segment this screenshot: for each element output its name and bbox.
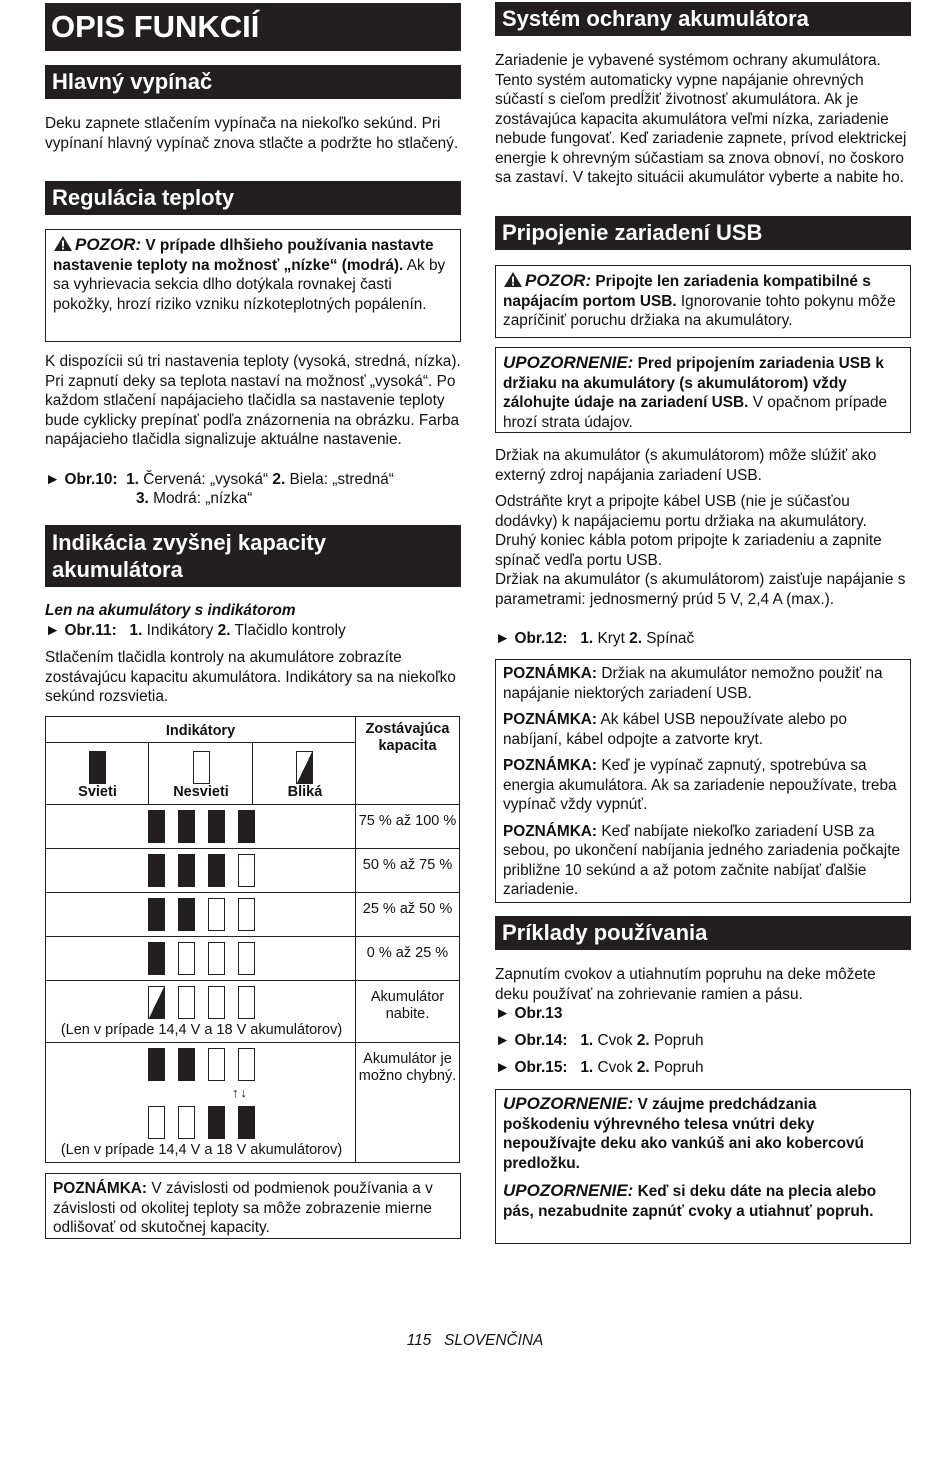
usb-note-text: Keď je vypínač zapnutý, spotrebúva sa energia akumulátora. Ak sa zariadenie nepoužívate, treba vypínač vždy vypnúť.	[503, 757, 897, 813]
fig11-n2: 2.	[217, 622, 231, 639]
indicator-segment-on	[148, 898, 165, 931]
usb-note-2	[503, 756, 903, 815]
fig12-n2: 2.	[629, 630, 642, 647]
notice2-label: UPOZORNENIE:	[503, 1181, 634, 1200]
usb-note-label: POZNÁMKA:	[503, 711, 598, 728]
usb-note-1	[503, 710, 903, 749]
fig15-item2: Popruh	[649, 1059, 704, 1076]
usb-notice-box	[495, 347, 911, 433]
legend-on-label: Svieti	[78, 784, 117, 800]
fig14-item1: Cvok	[593, 1032, 637, 1049]
capacity-value-1: 50 % až 75 %	[356, 849, 460, 893]
fig11-n1: 1.	[129, 622, 143, 639]
indicator-alt-segment-on	[238, 1106, 255, 1139]
fig15-ref	[495, 1058, 704, 1078]
capacity-value-5: Akumulátor je možno chybný.	[356, 1043, 460, 1163]
fig10-n2: 2.	[272, 471, 286, 488]
usb-p2: Odstráňte kryt a pripojte kábel USB (nie je súčasťou dodávky) k napájaciemu portu držiaka na akumulátory. Druhý koniec kábla potom pripojte k zariadeniu a zapnite spínač vedľa portu USB.	[495, 493, 882, 569]
indicator-segment-on	[208, 810, 225, 843]
fig15-label: ► Obr.15:	[495, 1059, 568, 1076]
indicator-segment-on	[178, 810, 195, 843]
indicator-segment-off	[208, 1048, 225, 1081]
caution-text: Ak by sa vyhrievacia sekcia dlho dotýkala rovnakej časti pokožky, hrozí riziko vzniku nízkoteplotných popálenín.	[53, 256, 446, 313]
usb-notice-bold: Pred pripojením zariadenia USB k držiaku na akumulátory (s akumulátorom) vždy zálohujte údaje na zariadení USB.	[503, 355, 884, 411]
protection-text: Zariadenie je vybavené systémom ochrany akumulátora. Tento systém automaticky vypne napájanie ohrevných súčastí s cieľom predĺžiť životnosť akumulátora. Ak je zostávajúca kapacita akumulátora veľmi nízka, zariadenie nebude fungovať. Keď zariadenie zapnete, prívod elektrickej energie k ohrevným súčastiam sa znova obnoví, no čoskoro sa zastaví. V takejto situácii akumulátor vyberte a nabite ho.	[495, 52, 907, 186]
fig11-ref	[45, 621, 346, 641]
indicator-segment-off	[208, 942, 225, 975]
indicator-segment-on	[148, 810, 165, 843]
warning-triangle-icon	[503, 271, 523, 288]
indicator-cell-3	[46, 937, 356, 981]
fig10-item1: Červená: „vysoká“	[138, 471, 273, 488]
legend-on-segment	[89, 751, 106, 784]
page-number: 115	[406, 1332, 432, 1349]
usb-p1: Držiak na akumulátor (s akumulátorom) môže slúžiť ako externý zdroj napájania zariadení USB.	[495, 447, 877, 484]
indicator-segment-on	[178, 898, 195, 931]
indicator-segment-off	[238, 898, 255, 931]
indicator-segment-off	[238, 1048, 255, 1081]
notice1-text: V záujme predchádzania poškodeniu výhrevného telesa vnútri deky nepoužívajte deku ako vankúš ani ako kobercovú predložku.	[503, 1096, 864, 1172]
table-header-indicators	[46, 717, 356, 805]
capacity-table	[45, 716, 460, 1163]
usb-caution-text: Ignorovanie tohto pokynu môže zapríčiniť poruchu držiaka na akumulátory.	[503, 292, 896, 329]
fig15-n2: 2.	[636, 1059, 650, 1076]
note-label: POZNÁMKA:	[53, 1180, 148, 1197]
fig12-item1: Kryt	[593, 630, 630, 647]
legend-off-cell	[149, 743, 253, 804]
usb-notice-text: V opačnom prípade hrozí strata údajov.	[503, 394, 888, 431]
fig14-ref	[495, 1031, 704, 1051]
indicator-segment-on	[148, 942, 165, 975]
warning-triangle-icon	[53, 235, 73, 252]
fig10-item3: Modrá: „nízka“	[148, 490, 253, 507]
page-title: OPIS FUNKCIÍ	[45, 3, 461, 51]
indicator-segment-off	[238, 942, 255, 975]
usb-notice-label: UPOZORNENIE:	[503, 353, 634, 372]
fig14-n2: 2.	[636, 1032, 650, 1049]
usb-note-text: Ak kábel USB nepoužívate alebo po nabíjaní, kábel odpojte a zatvorte kryt.	[503, 711, 847, 748]
notice2-text: Keď si deku dáte na plecia alebo pás, nezabudnite zapnúť cvoky a utiahnuť popruh.	[503, 1183, 877, 1220]
table-row	[46, 981, 460, 1043]
usb-p3: Držiak na akumulátor (s akumulátorom) zaisťuje napájanie s parametrami: jednosmerný prúd 5 V, 2,4 A (max.).	[495, 571, 906, 608]
heading-capacity	[45, 525, 461, 587]
indicator-segment-on	[238, 810, 255, 843]
fig10-n1: 1.	[126, 471, 139, 488]
row-note-5: (Len v prípade 14,4 V a 18 V akumulátorov)	[60, 1142, 343, 1158]
main-switch-text: Deku zapnete stlačením vypínača na niekoľko sekúnd. Pri vypínaní hlavný vypínač znova stlačte a podržte ho stlačený.	[45, 115, 459, 152]
table-row	[46, 849, 460, 893]
note-text: V závislosti od podmienok používania a v závislosti od okolitej teploty sa môže zobrazenie mierne odlišovať od skutočnej kapacity.	[53, 1180, 433, 1236]
fig13-ref: ► Obr.13	[495, 1005, 563, 1022]
heading-main-switch: Hlavný vypínač	[45, 65, 461, 99]
heading-protection: Systém ochrany akumulátora	[495, 2, 911, 36]
indicator-segment-on	[178, 854, 195, 887]
footer-language: SLOVENČINA	[444, 1332, 544, 1349]
capacity-sub: Len na akumulátory s indikátorom	[45, 602, 296, 619]
indicator-segment-off	[208, 898, 225, 931]
capacity-value-4: Akumulátor nabite.	[356, 981, 460, 1043]
indicator-segment-on	[148, 854, 165, 887]
capacity-value-3: 0 % až 25 %	[356, 937, 460, 981]
indicator-segment-off	[238, 854, 255, 887]
legend-on-cell	[46, 743, 149, 804]
examples-notice-1	[503, 1094, 903, 1173]
usb-caution-bold: Pripojte len zariadenia kompatibilné s napájacím portom USB.	[503, 273, 871, 310]
fig14-item2: Popruh	[649, 1032, 704, 1049]
usb-note-label: POZNÁMKA:	[503, 757, 598, 774]
indicator-segment-on	[178, 1048, 195, 1081]
indicator-segment-on	[208, 854, 225, 887]
indicator-cell-2	[46, 893, 356, 937]
indicator-segment-off	[178, 986, 195, 1019]
indicator-alt-segment-on	[208, 1106, 225, 1139]
indicator-cell-0	[46, 805, 356, 849]
usb-notes-box	[495, 659, 911, 903]
fig12-ref	[495, 629, 694, 649]
legend-blink-label: Bliká	[287, 784, 323, 800]
fig11-item2: Tlačidlo kontroly	[230, 622, 346, 639]
fig14-label: ► Obr.14:	[495, 1032, 568, 1049]
heading-usb: Pripojenie zariadení USB	[495, 216, 911, 250]
fig11-item1: Indikátory	[142, 622, 218, 639]
capacity-note-box	[45, 1173, 461, 1239]
heading-examples: Príklady používania	[495, 916, 911, 950]
temp-caution-box	[45, 229, 461, 342]
fig14-n1: 1.	[580, 1032, 594, 1049]
indicator-segment-off	[178, 942, 195, 975]
fig12-item2: Spínač	[641, 630, 695, 647]
indicator-alt-segment-off	[148, 1106, 165, 1139]
col-indicators: Indikátory	[46, 717, 355, 743]
indicator-cell-4	[46, 981, 356, 1043]
usb-note-text: Držiak na akumulátor nemožno použiť na napájanie niektorých zariadení USB.	[503, 665, 883, 702]
temp-text: K dispozícii sú tri nastavenia teploty (vysoká, stredná, nízka). Pri zapnutí deky sa teplota nastaví na možnosť „vysoká“. Po každom stlačení napájacieho tlačidla sa nastavenie teploty bude cyklicky prepínať podľa znázornenia na obrázku. Farba napájacieho tlačidla signalizuje aktuálne nastavenie.	[45, 353, 461, 448]
caution-bold: V prípade dlhšieho používania nastavte nastavenie teploty na možnosť „nízke“ (modrá).	[53, 237, 434, 274]
capacity-value-2: 25 % až 50 %	[356, 893, 460, 937]
capacity-text: Stlačením tlačidla kontroly na akumulátore zobrazíte zostávajúcu kapacitu akumulátora. Indikátory sa na niekoľko sekúnd rozsvietia.	[45, 649, 456, 705]
col-capacity: Zostávajúca kapacita	[356, 717, 460, 805]
fig12-label: ► Obr.12:	[495, 630, 568, 647]
usb-caution-box	[495, 265, 911, 338]
table-row	[46, 937, 460, 981]
examples-notice-box	[495, 1089, 911, 1244]
indicator-segment-off	[238, 986, 255, 1019]
indicator-segment-blink	[148, 986, 165, 1019]
examples-notice-2	[503, 1181, 903, 1221]
indicator-cell-5	[46, 1043, 356, 1163]
indicator-segment-off	[208, 986, 225, 1019]
heading-capacity-line1: Indikácia zvyšnej kapacity	[52, 530, 326, 555]
fig11-label: ► Obr.11:	[45, 622, 117, 639]
usb-note-0	[503, 664, 903, 703]
heading-capacity-line2: akumulátora	[52, 557, 183, 582]
usb-note-label: POZNÁMKA:	[503, 665, 598, 682]
usb-note-text: Keď nabíjate niekoľko zariadení USB za sebou, po ukončení nabíjania jedného zariadenia počkajte približne 10 sekúnd a až potom začnite nabíjať ďalšie zariadenie.	[503, 822, 901, 898]
caution-label: POZOR:	[75, 235, 142, 254]
page-footer	[0, 1331, 950, 1351]
heading-temp: Regulácia teploty	[45, 181, 461, 215]
fig10-n3: 3.	[136, 490, 149, 507]
usb-note-label: POZNÁMKA:	[503, 822, 598, 840]
indicator-alt-segment-off	[178, 1106, 195, 1139]
notice1-label: UPOZORNENIE:	[503, 1094, 634, 1113]
table-row	[46, 805, 460, 849]
fig12-n1: 1.	[580, 630, 594, 647]
usb-caution-label: POZOR:	[525, 271, 592, 290]
swap-arrows-icon: ↑↓	[232, 1085, 249, 1100]
fig10-ref-line2	[136, 489, 252, 509]
indicator-segment-on	[148, 1048, 165, 1081]
fig10-ref	[45, 470, 461, 490]
fig15-item1: Cvok	[593, 1059, 637, 1076]
legend-blink-cell	[253, 743, 357, 804]
row-note-4: (Len v prípade 14,4 V a 18 V akumulátorov)	[60, 1022, 343, 1038]
indicator-cell-1	[46, 849, 356, 893]
capacity-value-0: 75 % až 100 %	[356, 805, 460, 849]
fig15-n1: 1.	[580, 1059, 594, 1076]
table-row	[46, 893, 460, 937]
examples-text: Zapnutím cvokov a utiahnutím popruhu na deke môžete deku používať na zohrievanie ramien a pásu.	[495, 966, 876, 1003]
usb-note-3	[503, 822, 903, 900]
legend-off-label: Nesvieti	[173, 784, 229, 800]
fig10-label: ► Obr.10:	[45, 471, 118, 488]
legend-off-segment	[193, 751, 210, 784]
legend-blink-segment	[296, 751, 313, 784]
fig10-item2: Biela: „stredná“	[285, 471, 394, 488]
table-row	[46, 1043, 460, 1163]
